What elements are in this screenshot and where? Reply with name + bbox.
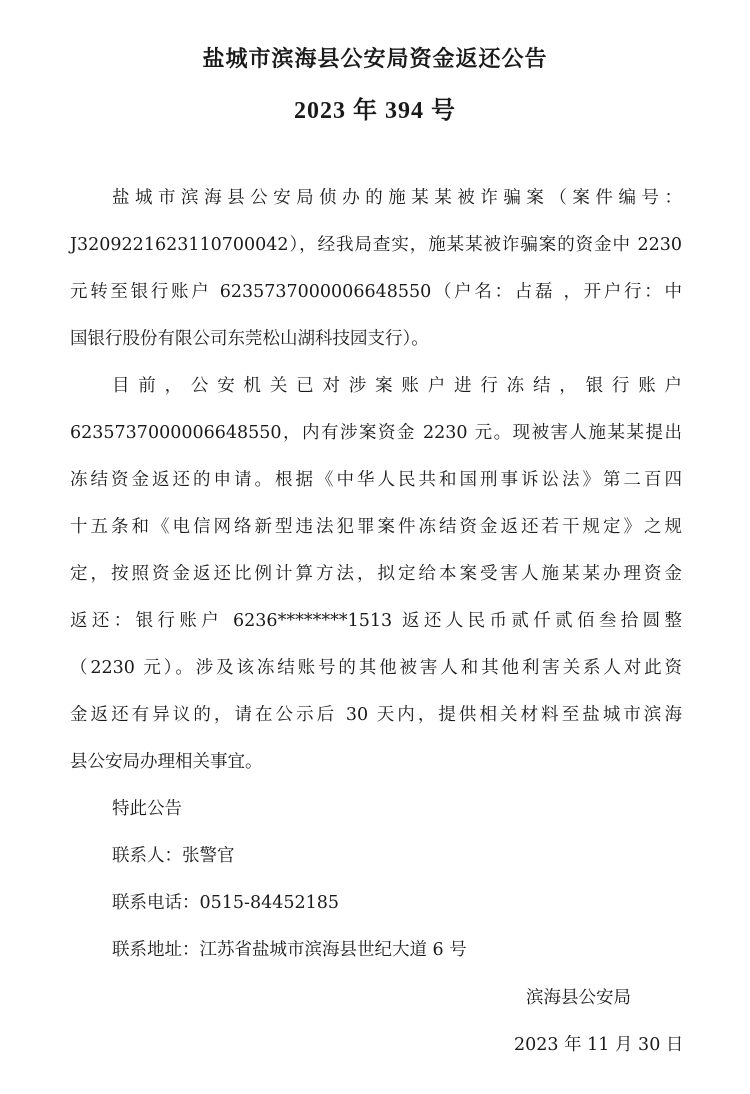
paragraph-2-line-8: 金返还有异议的，请在公示后 30 天内，提供相关材料至盐城市滨海: [70, 705, 682, 725]
paragraph-2-line-5: 定，按照资金返还比例计算方法，拟定给本案受害人施某某办理资金: [70, 564, 682, 584]
issue-date: 2023 年 11 月 30 日: [514, 1035, 684, 1055]
contact-person: 联系人：张警官: [112, 846, 235, 866]
paragraph-2-line-6: 返还：银行账户 6236********1513 返还人民币贰仟贰佰叁拾圆整: [70, 611, 682, 631]
paragraph-2-line-9: 县公安局办理相关事宜。: [70, 752, 263, 772]
notice-title: 盐城市滨海县公安局资金返还公告: [202, 47, 548, 72]
paragraph-1-line-2: J3209221623110700042），经我局查实，施某某被诈骗案的资金中 2230: [70, 235, 682, 255]
contact-address: 联系地址：江苏省盐城市滨海县世纪大道 6 号: [112, 940, 467, 960]
special-notice: 特此公告: [112, 799, 182, 819]
notice-number: 2023 年 394 号: [294, 98, 456, 124]
paragraph-1-line-3: 元转至银行账户 6235737000006648550（户名：占磊 ，开户行：中: [70, 282, 682, 302]
paragraph-2-line-1: 目前，公安机关已对涉案账户进行冻结，银行账户: [112, 376, 682, 396]
paragraph-1-line-1: 盐城市滨海县公安局侦办的施某某被诈骗案（案件编号：: [112, 188, 682, 208]
contact-phone: 联系电话：0515-84452185: [112, 893, 340, 913]
paragraph-2-line-3: 冻结资金返还的申请。根据《中华人民共和国刑事诉讼法》第二百四: [70, 470, 682, 490]
paragraph-2-line-4: 十五条和《电信网络新型违法犯罪案件冻结资金返还若干规定》之规: [70, 517, 682, 537]
paragraph-2-line-7: （2230 元）。涉及该冻结账号的其他被害人和其他利害关系人对此资: [70, 658, 682, 678]
issuer-name: 滨海县公安局: [526, 988, 631, 1008]
paragraph-2-line-2: 6235737000006648550，内有涉案资金 2230 元。现被害人施某某提出: [70, 423, 682, 443]
paragraph-1-line-4: 国银行股份有限公司东莞松山湖科技园支行）。: [70, 329, 429, 349]
